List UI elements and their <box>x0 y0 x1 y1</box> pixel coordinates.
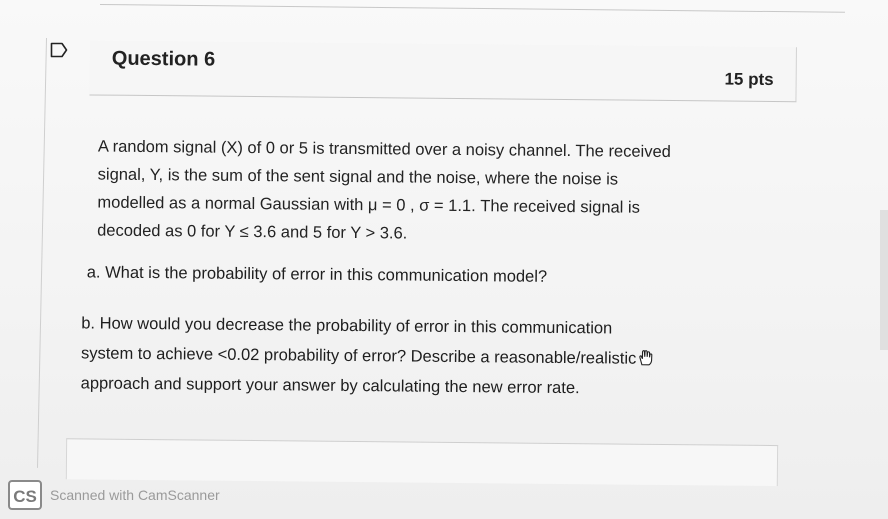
part-a-text: a. What is the probability of error in this communication model? <box>86 263 548 286</box>
part-b <box>81 308 782 405</box>
right-edge-shadow <box>880 210 888 350</box>
camscanner-watermark <box>8 478 220 512</box>
question-points: 15 pts <box>724 69 774 90</box>
body-line: A random signal (X) of 0 or 5 is transmitted over a noisy channel. The received <box>97 137 671 162</box>
top-divider <box>100 4 845 13</box>
part-b-line-text: system to achieve <0.02 probability of error? Describe a reasonable/realistic <box>80 344 637 368</box>
question-title: Question 6 <box>111 47 216 71</box>
camscanner-logo-text: CS <box>13 487 37 506</box>
part-b-line: approach and support your answer by calculating the new error rate. <box>80 374 580 398</box>
question-body <box>97 133 778 252</box>
body-line: decoded as 0 for Y ≤ 3.6 and 5 for Y > 3.6. <box>97 221 408 243</box>
camscanner-logo <box>8 480 42 510</box>
part-a <box>87 258 777 293</box>
watermark-text: Scanned with CamScanner <box>50 487 220 503</box>
body-line: modelled as a normal Gaussian with μ = 0 , σ = 1.1. The received signal is <box>97 193 640 217</box>
hand-cursor-icon <box>636 347 656 365</box>
flag-outline-icon[interactable] <box>50 42 68 58</box>
part-b-line: b. How would you decrease the probability of error in this communication <box>81 314 613 338</box>
body-line: signal, Y, is the sum of the sent signal and the noise, where the noise is <box>97 165 619 189</box>
question-header <box>89 40 796 102</box>
question-card <box>40 40 796 487</box>
